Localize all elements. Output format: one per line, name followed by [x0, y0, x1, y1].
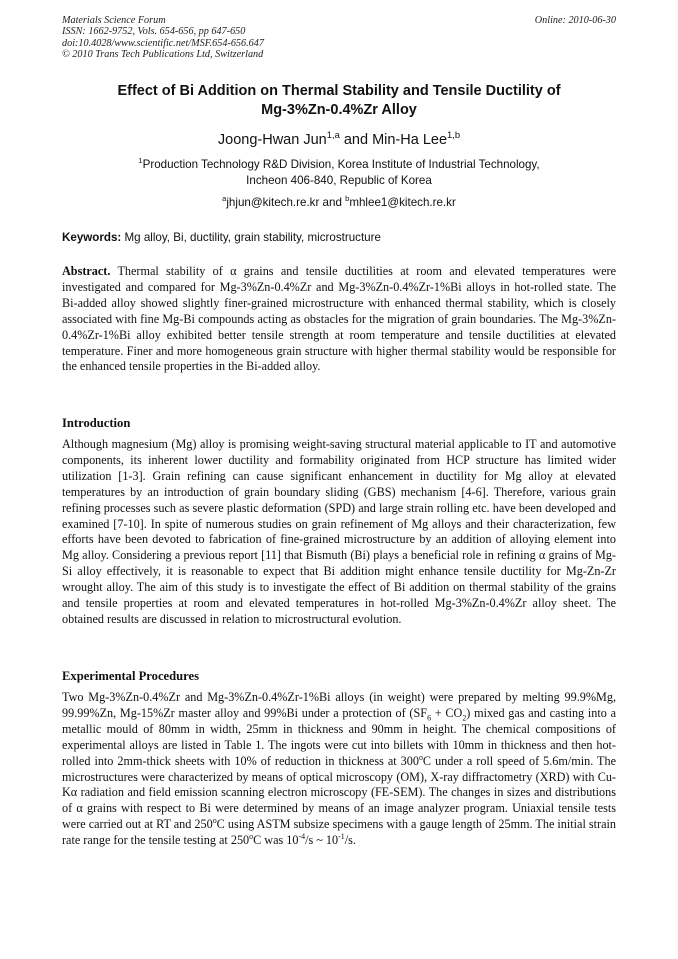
experimental-heading: Experimental Procedures [62, 669, 199, 683]
exp-text-1: Two Mg-3%Zn-0.4%Zr and Mg-3%Zn-0.4%Zr-1%Bi alloys (in weight) were prepared by melting 99.9%Mg, 99.99%Zn, Mg-15%Zr master alloy and 99%Bi under a protection of (SF [62, 690, 616, 720]
paper-title-line-2: Mg-3%Zn-0.4%Zr Alloy [261, 102, 417, 118]
exp-exponent-2: -1 [338, 832, 345, 842]
journal-copyright: © 2010 Trans Tech Publications Ltd, Switzerland [62, 48, 264, 60]
author-1: Joong-Hwan Jun [217, 132, 327, 148]
experimental-text [62, 690, 616, 849]
email-b: mhlee1@kitech.re.kr [349, 196, 456, 209]
exp-degree-1: o [418, 752, 423, 762]
online-date: Online: 2010-06-30 [534, 15, 616, 26]
exp-degree-3: o [249, 832, 254, 842]
exp-text-8: /s. [344, 833, 356, 848]
paper-title-line-1: Effect of Bi Addition on Thermal Stability and Tensile Ductility of [117, 83, 561, 99]
email-marker-b: b [345, 194, 350, 204]
exp-text-2: + CO [431, 705, 463, 720]
keywords-label: Keywords: [62, 231, 122, 244]
introduction-heading: Introduction [62, 416, 131, 430]
exp-text-6: C was 10 [253, 833, 299, 848]
email-marker-a: a [222, 194, 227, 204]
email-separator: and [319, 196, 346, 209]
exp-exponent-1: -4 [298, 832, 306, 842]
journal-doi: doi:10.4028/www.scientific.net/MSF.654-656.647 [62, 37, 264, 49]
exp-degree-2: o [212, 816, 217, 826]
abstract-text: Thermal stability of α grains and tensile ductilities at room and elevated temperatures were investigated and compared for Mg-3%Zn-0.4%Zr and Mg-3%Zn-0.4%Zr-1%Bi alloys in hot-rolled state. The Bi-added alloy showed slightly finer-grained microstructure with enhanced thermal stability, which is closely associated with fine Mg-Bi compounds acting as obstacles for the migration of grain boundaries. The Mg-3%Zn-0.4%Zr-1%Bi alloy exhibited better tensile strength at room temperature and tensile ductilities at elevated temperature. Finer and more homogeneous grain structure with higher thermal stability would be responsible for the enhanced tensile properties in the Bi-added alloy. [62, 264, 616, 374]
author-emails [62, 195, 616, 210]
affiliation-line-2: Incheon 406-840, Republic of Korea [246, 173, 432, 187]
abstract [62, 264, 616, 375]
exp-text-7: /s ~ 10 [305, 833, 339, 848]
exp-text-4: C under a roll speed of 5.6m/min. The microstructures were characterized by means of optical microscopy (OM), X-ray diffractometry (XRD) with Cu-Kα radiation and field emission scanning electron microscopy (FE-SEM). The changes in sizes and distributions of α grains with respect to Bi were determined by means of an image analyzer program. Uniaxial tensile tests were carried out at RT and 250 [62, 753, 616, 832]
affiliation-marker: 1 [138, 156, 143, 166]
affiliation [62, 157, 616, 188]
paper-title [62, 82, 616, 120]
author-2-affil: 1,b [447, 129, 461, 141]
author-separator: and [339, 132, 373, 148]
abstract-label: Abstract. [62, 264, 111, 278]
email-a: jhjun@kitech.re.kr [226, 196, 320, 209]
author-1-affil: 1,a [326, 129, 340, 141]
introduction-text: Although magnesium (Mg) alloy is promising weight-saving structural material applicable to IT and automotive components, its inherent lower ductility and formability originated from HCP structure has limited wider utilization [1-3]. Grain refining can cause significant enhancement in ductility for Mg alloy at elevated temperatures by an introduction of grain boundary sliding (GBS) mechanism [4-6]. Therefore, various grain refining processes such as severe plastic deformation (SPD) and large strain rolling etc. have been developed and examined [7-10]. In spite of numerous studies on grain refinement of Mg alloys and their characterization, few efforts have been devoted to fabrication of fine-grained microstructure by an addition of alloying element into Mg alloy. Considering a previous report [11] that Bismuth (Bi) plays a beneficial role in refining α grains of Mg-Si alloy effectively, it is reasonable to expect that Bi addition might enhance tensile ductility for Mg-Zn-Zr wrought alloy. The aim of this study is to investigate the effect of Bi addition on thermal stability of the grains and tensile properties at room and elevated temperatures in hot-rolled Mg-3%Zn-0.4%Zr alloy sheet. The obtained results are discussed in relation to microstructural evolution. [62, 437, 616, 626]
exp-sub-co2: 2 [462, 713, 467, 723]
exp-text-5: C using ASTM subsize specimens with a gauge length of 25mm. The initial strain rate range for the tensile testing at 250 [62, 817, 616, 848]
author-list [62, 131, 616, 149]
exp-sub-sf6: 6 [427, 713, 432, 723]
exp-text-3: ) mixed gas and casting into a metallic mould of 80mm in width, 25mm in thickness and 90mm in height. The chemical compositions of experimental alloys are listed in Table 1. The ingots were cut into billets with 10mm in thickness and then hot-rolled into 2mm-thick sheets with 10% of reduction in thickness at 300 [62, 705, 616, 768]
journal-name: Materials Science Forum [62, 15, 166, 26]
keywords-text: Mg alloy, Bi, ductility, grain stability, microstructure [121, 231, 381, 244]
author-2: Min-Ha Lee [372, 132, 448, 148]
journal-header [62, 15, 616, 60]
journal-issn: ISSN: 1662-9752, Vols. 654-656, pp 647-650 [62, 26, 246, 38]
affiliation-line-1: Production Technology R&D Division, Korea Institute of Industrial Technology, [142, 158, 540, 171]
keywords [62, 230, 616, 245]
